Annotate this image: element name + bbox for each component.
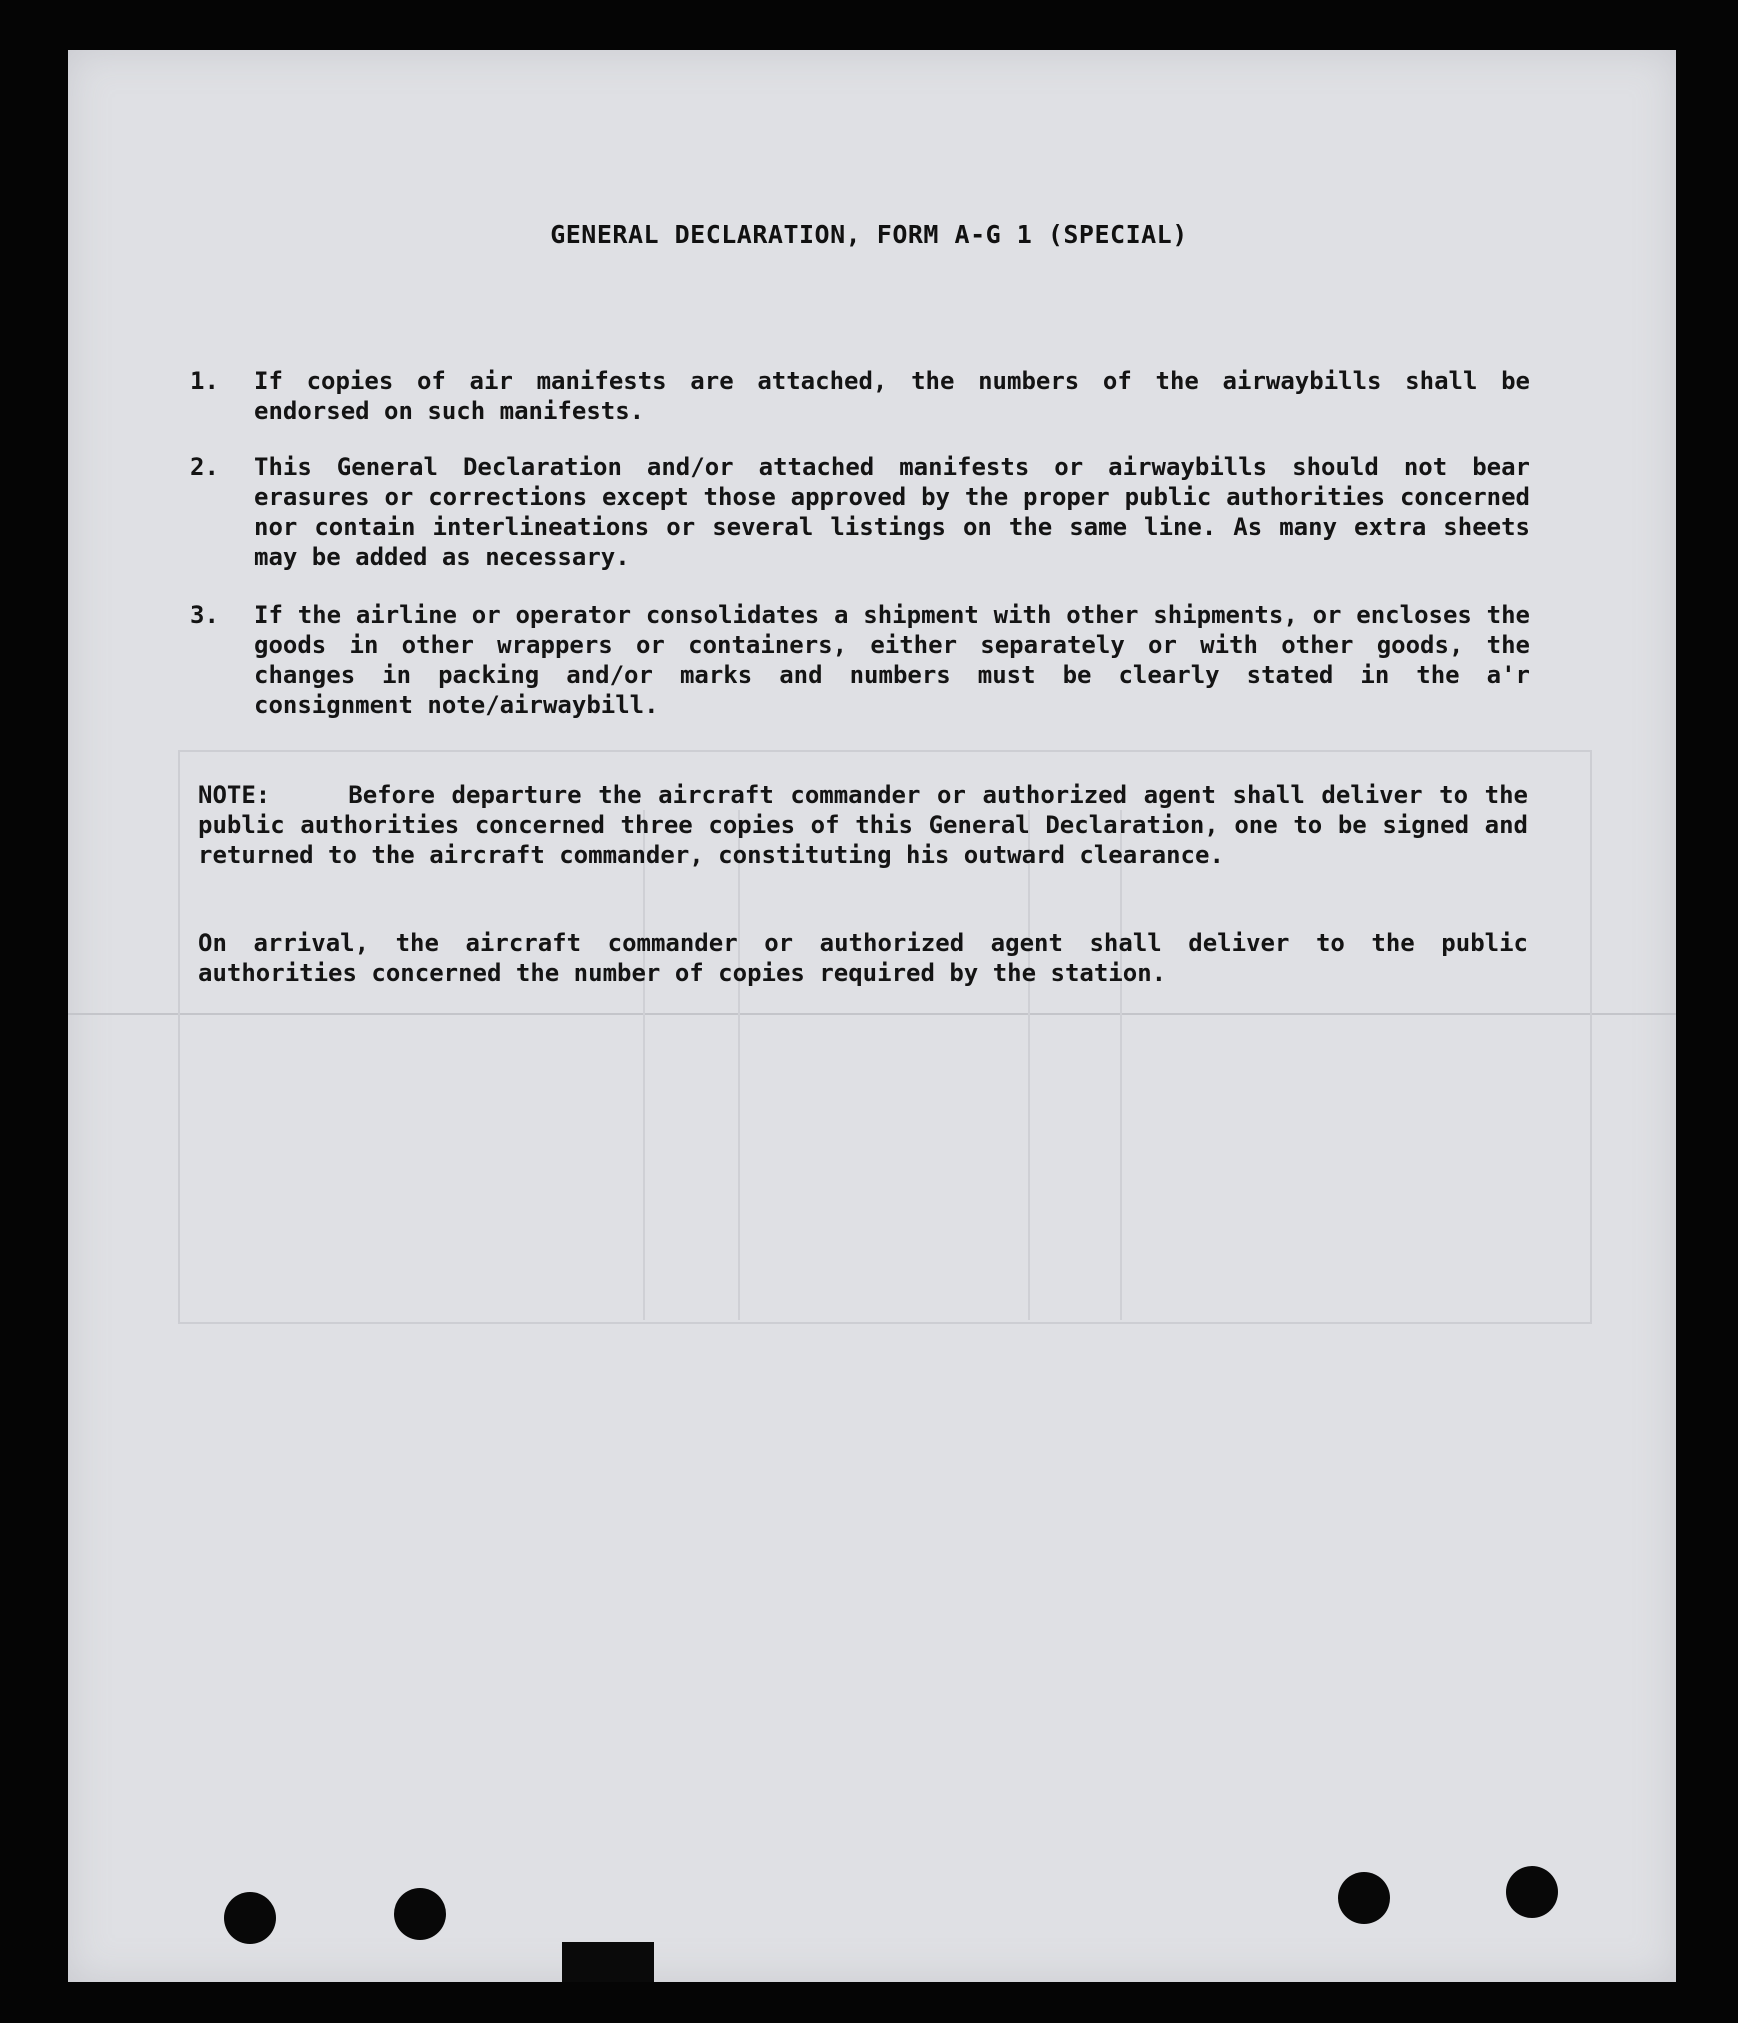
declaration-item-3 [190, 600, 1530, 720]
note-paragraph [198, 780, 1528, 870]
item-text: If the airline or operator consolidates a shipment with other shipments, or encloses the goods in other wrappers or containers, either separately or with other goods, the changes in packing and/or marks and numbers must be clearly stated in the a'r consignment note/airwaybill. [254, 601, 1530, 719]
punch-hole [1338, 1872, 1390, 1924]
punch-hole [224, 1892, 276, 1944]
arrival-paragraph [198, 928, 1528, 988]
arrival-text: On arrival, the aircraft commander or authorized agent shall deliver to the public authorities concerned the number of copies required by the station. [198, 929, 1528, 987]
declaration-item-1 [190, 366, 1530, 426]
note-text: Before departure the aircraft commander or authorized agent shall deliver to the public authorities concerned three copies of this General Declaration, one to be signed and returned to the aircraft commander, constituting his outward clearance. [198, 781, 1528, 869]
item-text: If copies of air manifests are attached, the numbers of the airwaybills shall be endorsed on such manifests. [254, 367, 1530, 425]
item-text: This General Declaration and/or attached manifests or airwaybills should not bear erasures or corrections except those approved by the proper public authorities concerned nor contain interlineations or several listings on the same line. As many extra sheets may be added as necessary. [254, 453, 1530, 571]
declaration-item-2 [190, 452, 1530, 572]
binding-tab [562, 1942, 654, 1982]
bleed-through-column [738, 810, 740, 1320]
note-label: NOTE: [198, 781, 271, 809]
document-page [68, 50, 1676, 1982]
document-title: GENERAL DECLARATION, FORM A-G 1 (SPECIAL) [550, 220, 1188, 249]
punch-hole [394, 1888, 446, 1940]
bleed-through-column [643, 810, 645, 1320]
item-number: 1. [190, 367, 219, 395]
item-number: 2. [190, 453, 219, 481]
bleed-through-column [1120, 810, 1122, 1320]
punch-hole [1506, 1866, 1558, 1918]
bleed-through-column [1028, 810, 1030, 1320]
item-number: 3. [190, 601, 219, 629]
